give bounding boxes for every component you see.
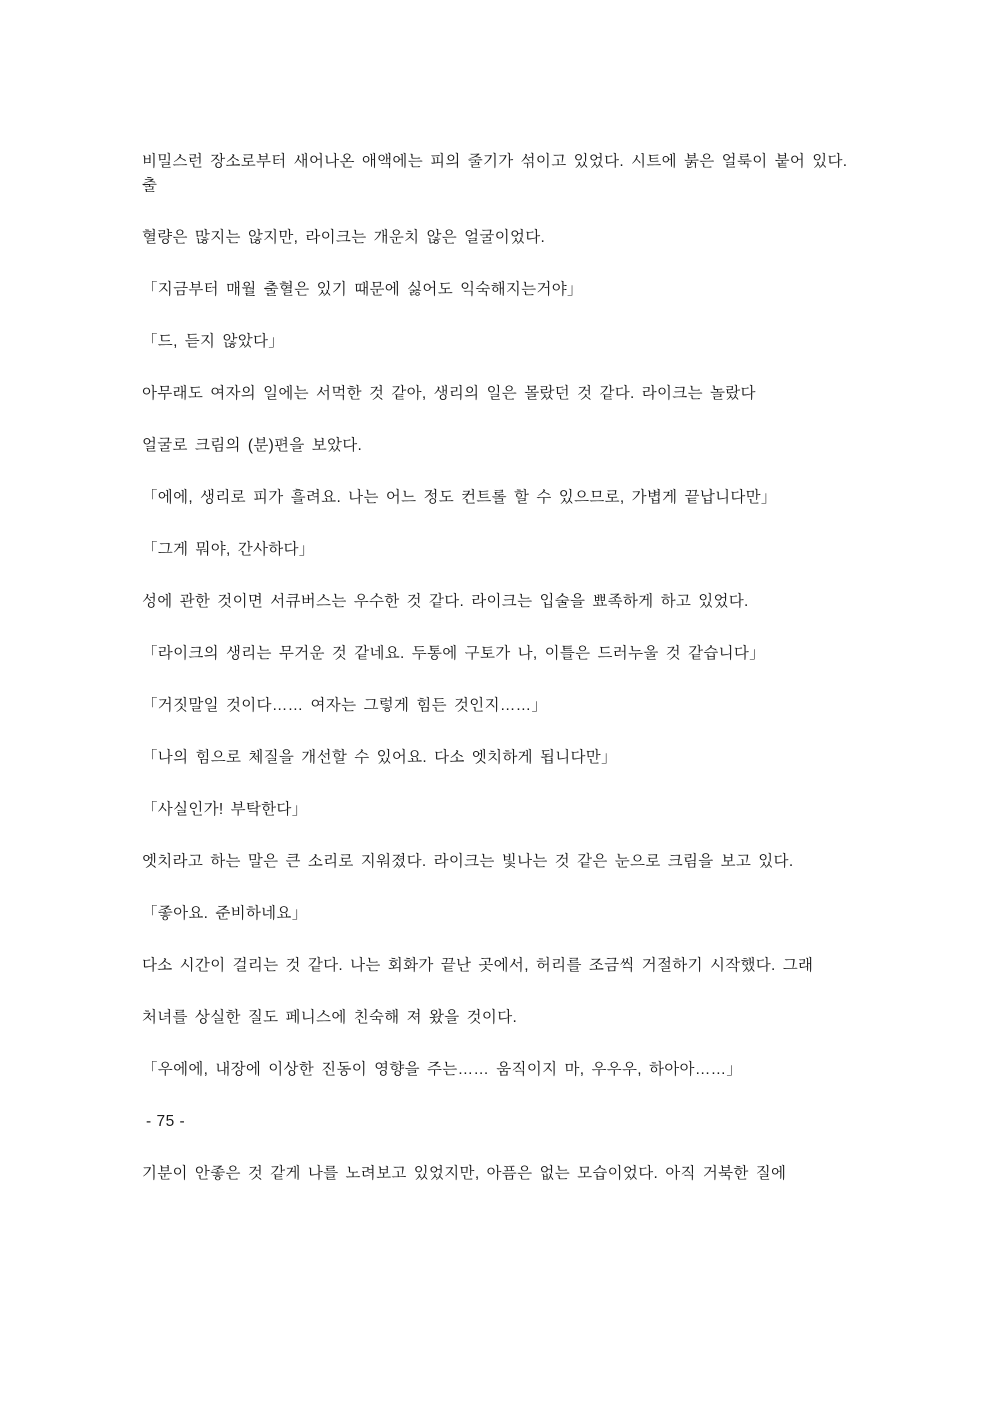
paragraph: 「거짓말일 것이다…… 여자는 그렇게 힘든 것인지……」 [142,697,548,715]
paragraph: 「사실인가! 부탁한다」 [142,801,308,819]
paragraph: 「나의 힘으로 체질을 개선할 수 있어요. 다소 엣치하게 됩니다만」 [142,749,617,767]
paragraph: 비밀스런 장소로부터 새어나온 애액에는 피의 줄기가 섞이고 있었다. 시트에 붉은 얼룩이 붙어 있다. 출 [142,153,855,195]
paragraph: 「그게 뭐야, 간사하다」 [142,541,315,559]
paragraph: 기분이 안좋은 것 같게 나를 노려보고 있었지만, 아픔은 없는 모습이었다. 아직 거북한 질에 [142,1165,787,1183]
paragraph: 「에에, 생리로 피가 흘려요. 나는 어느 정도 컨트롤 할 수 있으므로, 가볍게 끝납니다만」 [142,489,777,507]
page-number: - 75 - [146,1113,186,1131]
paragraph: 「라이크의 생리는 무거운 것 같네요. 두통에 구토가 나, 이틀은 드러누울 것 같습니다」 [142,645,765,663]
paragraph: 「지금부터 매월 출혈은 있기 때문에 싫어도 익숙해지는거야」 [142,281,583,299]
paragraph: 「드, 듣지 않았다」 [142,333,285,351]
paragraph: 얼굴로 크림의 (분)편을 보았다. [142,437,363,455]
paragraph: 「우에에, 내장에 이상한 진동이 영향을 주는…… 움직이지 마, 우우우, 하아아……」 [142,1061,743,1079]
paragraph: 다소 시간이 걸리는 것 같다. 나는 회화가 끝난 곳에서, 허리를 조금씩 거절하기 시작했다. 그래 [142,957,814,975]
document-body [142,150,862,1186]
paragraph: 엣치라고 하는 말은 큰 소리로 지워졌다. 라이크는 빛나는 것 같은 눈으로 크림을 보고 있다. [142,853,794,871]
paragraph: 혈량은 많지는 않지만, 라이크는 개운치 않은 얼굴이었다. [142,229,546,247]
paragraph: 「좋아요. 준비하네요」 [142,905,308,923]
paragraph: 아무래도 여자의 일에는 서먹한 것 같아, 생리의 일은 몰랐던 것 같다. 라이크는 놀랐다 [142,385,756,403]
paragraph: 성에 관한 것이면 서큐버스는 우수한 것 같다. 라이크는 입술을 뾰족하게 하고 있었다. [142,593,749,611]
paragraph: 처녀를 상실한 질도 페니스에 친숙해 져 왔을 것이다. [142,1009,518,1027]
